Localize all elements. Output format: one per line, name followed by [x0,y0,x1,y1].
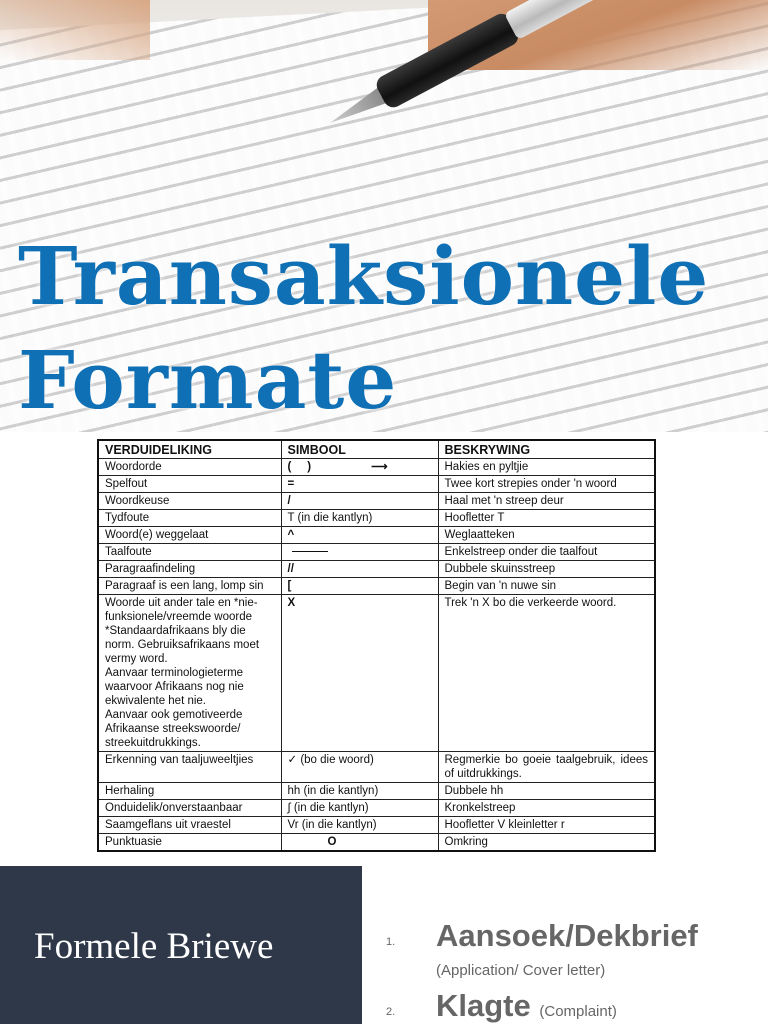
formal-letters-panel [0,866,362,1024]
table-row [98,476,655,493]
row-simbool: hh (in die kantlyn) [281,783,438,800]
table-row [98,834,655,852]
header-simbool: SIMBOOL [281,440,438,459]
row-beskrywing: Twee kort strepies onder 'n woord [438,476,655,493]
row-simbool: ^ [281,527,438,544]
row-verduideliking: Taalfoute [98,544,281,561]
title-line-1: Transaksionele [18,229,710,323]
row-beskrywing: Dubbele hh [438,783,655,800]
row-verduideliking: Erkenning van taaljuweeltjies [98,752,281,783]
row-simbool: [ [281,578,438,595]
row-simbool: X [281,595,438,752]
table-row [98,578,655,595]
row-verduideliking: Onduidelik/onverstaanbaar [98,800,281,817]
list-item-subtitle: (Application/ Cover letter) [436,962,606,979]
row-beskrywing: Hakies en pyltjie [438,459,655,476]
table-row [98,752,655,783]
row-verduideliking: Woordorde [98,459,281,476]
row-verduideliking: Saamgeflans uit vraestel [98,817,281,834]
row-simbool [281,544,438,561]
table-row [98,595,655,752]
arrow-right-icon: ⟶ [371,461,388,473]
row-beskrywing: Trek 'n X bo die verkeerde woord. [438,595,655,752]
row-beskrywing: Hoofletter T [438,510,655,527]
row-simbool: T (in die kantlyn) [281,510,438,527]
marking-symbols-table [97,439,656,852]
table-row [98,493,655,510]
row-beskrywing: Weglaatteken [438,527,655,544]
title-line-2: Formate [18,333,398,427]
circle-symbol: O [327,836,337,848]
list-number: 2. [386,1006,396,1018]
list-item-title: Aansoek/Dekbrief [436,918,698,953]
row-simbool [281,834,438,852]
list-item-title: Klagte (Complaint) [436,988,617,1023]
row-simbool: Vr (in die kantlyn) [281,817,438,834]
row-beskrywing: Enkelstreep onder die taalfout [438,544,655,561]
table-row [98,817,655,834]
row-simbool: // [281,561,438,578]
table-row [98,561,655,578]
row-simbool: = [281,476,438,493]
table-row [98,510,655,527]
marking-symbols-table-container [97,439,654,852]
table-row [98,527,655,544]
table-row [98,783,655,800]
row-beskrywing: Begin van 'n nuwe sin [438,578,655,595]
row-verduideliking: Woordkeuse [98,493,281,510]
underline-symbol [292,551,328,552]
table-row [98,800,655,817]
row-beskrywing: Dubbele skuinsstreep [438,561,655,578]
row-verduideliking: Paragraafindeling [98,561,281,578]
formal-letters-label: Formele Briewe [34,926,274,967]
row-verduideliking: Punktuasie [98,834,281,852]
hero-image [0,0,768,432]
row-simbool: ( ) ⟶ [281,459,438,476]
table-row [98,544,655,561]
row-simbool: ∫ (in die kantlyn) [281,800,438,817]
table-row [98,459,655,476]
row-verduideliking: Herhaling [98,783,281,800]
page-title [18,224,709,432]
header-verduideliking: VERDUIDELIKING [98,440,281,459]
row-simbool: ✓ (bo die woord) [281,752,438,783]
row-beskrywing: Omkring [438,834,655,852]
table-header-row [98,440,655,459]
row-beskrywing: Kronkelstreep [438,800,655,817]
row-verduideliking: Spelfout [98,476,281,493]
row-verduideliking: Tydfoute [98,510,281,527]
row-verduideliking: Woorde uit ander tale en *nie-funksionele/vreemde woorde *Standaardafrikaans bly die norm. Gebruiksafrikaans moet vermy word. Aanvaar terminologieterme waarvoor Afrikaans nog nie ekwivalente het nie. Aanvaar ook gemotiveerde Afrikaanse streekswoorde/ streekuitdrukkings. [98,595,281,752]
row-beskrywing: Haal met 'n streep deur [438,493,655,510]
list-number: 1. [386,936,396,948]
header-beskrywing: BESKRYWING [438,440,655,459]
row-simbool: / [281,493,438,510]
row-beskrywing: Hoofletter V kleinletter r [438,817,655,834]
row-verduideliking: Woord(e) weggelaat [98,527,281,544]
wooden-desk-corner [0,0,150,60]
list-item-subtitle: (Complaint) [539,1003,617,1020]
row-verduideliking: Paragraaf is een lang, lomp sin [98,578,281,595]
row-beskrywing: Regmerkie bo goeie taalgebruik, idees of uitdrukkings. [438,752,655,783]
